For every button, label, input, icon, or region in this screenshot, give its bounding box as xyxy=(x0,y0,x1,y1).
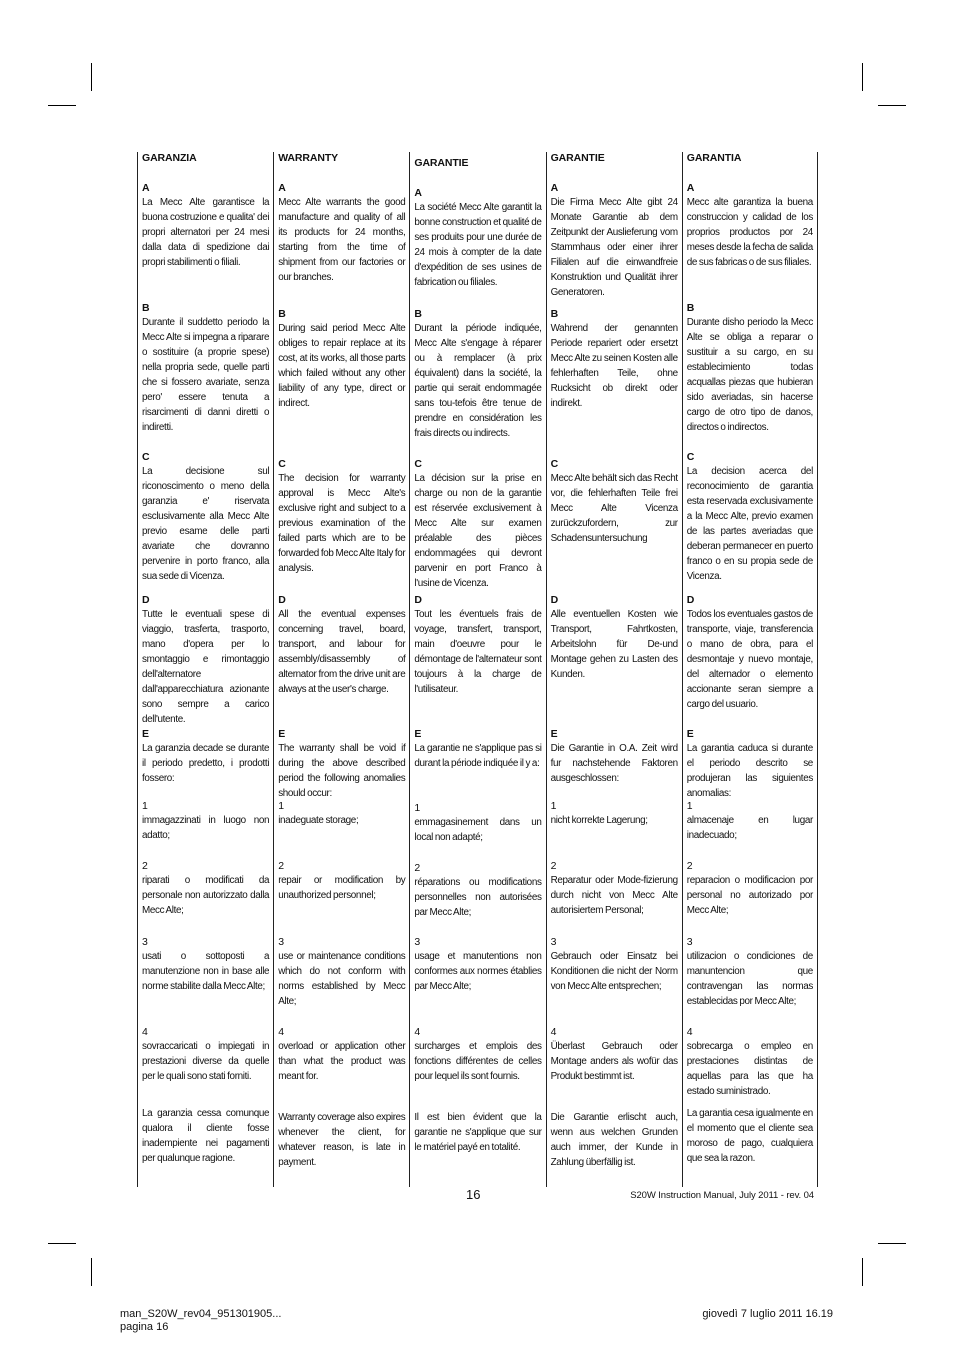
section-label: C xyxy=(142,451,150,463)
warranty-section xyxy=(414,728,541,771)
warranty-section xyxy=(414,1026,541,1084)
section-label: A xyxy=(686,182,695,194)
section-label: C xyxy=(278,458,286,470)
print-file-name: man_S20W_rev04_951301905... xyxy=(120,1308,282,1320)
warranty-section xyxy=(142,1106,269,1166)
section-label: 1 xyxy=(686,800,693,812)
warranty-section xyxy=(278,594,405,697)
warranty-section xyxy=(687,936,813,1009)
crop-mark xyxy=(91,63,92,91)
section-text: Die Garantie in O.A. Zeit wird fur nachstehende Faktoren ausgeschlossen: xyxy=(550,743,678,784)
section-text: La garanzia cessa comunque qualora il cliente fosse inadempiente nei pagamenti per qualunque ragione. xyxy=(142,1108,270,1164)
section-text: Wahrend der genannten Periode repariert oder ersetzt Mecc Alte zu seinen Kosten alle fehlerhaften Teile, ohne Rucksicht ob direkt oder indirekt. xyxy=(550,323,678,409)
crop-mark xyxy=(878,1243,906,1244)
section-label: A xyxy=(550,182,559,194)
column-spanish xyxy=(682,152,818,1187)
section-label: D xyxy=(278,594,286,606)
section-label: 3 xyxy=(414,936,421,948)
warranty-section xyxy=(687,800,813,843)
column-german xyxy=(546,152,682,1187)
warranty-section xyxy=(551,936,678,994)
section-text: Todos los eventuales gastos de transporte, viaje, transferencia o mano de obra, para el desmontaje y nuevo montaje, del alternador o elemento accionante seran siempre a cargo del usuario. xyxy=(686,609,813,710)
section-label: 1 xyxy=(414,802,421,814)
warranty-grid xyxy=(137,152,818,1187)
warranty-section xyxy=(551,458,678,546)
warranty-section xyxy=(414,458,541,591)
section-text: Die Firma Mecc Alte gibt 24 Monate Garantie ab dem Zeitpunkt der Auslieferung vom Stammhaus oder einer ihrer Filialen auf die einwandfreie Konstruktion und Qualität ihrer Generatoren. xyxy=(550,197,678,298)
section-text: overload or application other than what the product was meant for. xyxy=(278,1041,406,1082)
section-text: surcharges et emplois des fonctions différentes de celles pour lequel ils sont fournis. xyxy=(414,1041,542,1082)
section-text: usage et manutentions non conformes aux normes établies par Mecc Alte; xyxy=(414,951,542,992)
warranty-section xyxy=(687,1026,813,1099)
warranty-section xyxy=(551,800,678,828)
section-label: 2 xyxy=(414,862,421,874)
section-label: D xyxy=(686,594,695,606)
section-text: La garanzia decade se durante il periodo predetto, i prodotti fossero: xyxy=(142,743,270,784)
warranty-section xyxy=(414,308,541,441)
section-text: The warranty shall be void if during the above described period the following anomalies should occur: xyxy=(278,743,406,799)
section-text: réparations ou modifications personnelles non autorisées par Mecc Alte; xyxy=(414,877,542,918)
section-label: B xyxy=(414,308,422,320)
section-label: D xyxy=(550,594,559,606)
warranty-section xyxy=(142,451,269,584)
column-heading: GARANTIE xyxy=(550,152,605,164)
section-label: 4 xyxy=(550,1026,557,1038)
section-label: C xyxy=(550,458,559,470)
section-text: riparati o modificati da personale non autorizzato dalla Mecc Alte; xyxy=(142,875,270,916)
section-text: almacenaje en lugar inadecuado; xyxy=(686,815,813,841)
column-heading: GARANTIA xyxy=(686,152,742,164)
section-text: Überlast Gebrauch oder Montage anders als wofür das Produkt bestimmt ist. xyxy=(550,1041,678,1082)
section-text: utilizacion o condiciones de manuntencion que contravengan las normas establecidas por Mecc Alte; xyxy=(686,951,813,1007)
section-label: D xyxy=(414,594,422,606)
section-label: E xyxy=(278,728,286,740)
print-page-label: pagina 16 xyxy=(120,1321,169,1333)
section-label: A xyxy=(414,187,422,199)
section-text: repair or modification by unauthorized personnel; xyxy=(278,875,406,901)
section-text: Il est bien évident que la garantie ne s'applique que sur le matériel payé en totalité. xyxy=(414,1112,542,1153)
warranty-section xyxy=(687,860,813,918)
section-text: emmagasinement dans un local non adapté; xyxy=(414,817,542,843)
section-label: E xyxy=(550,728,558,740)
warranty-section xyxy=(551,594,678,682)
warranty-section xyxy=(414,802,541,845)
section-text: La garantia caduca si durante el periodo descrito se produjeran las siguientes anomalias: xyxy=(686,743,813,799)
warranty-section xyxy=(551,308,678,411)
warranty-section xyxy=(551,1110,678,1170)
warranty-section xyxy=(278,728,405,801)
warranty-section xyxy=(278,182,405,285)
crop-mark xyxy=(48,105,76,106)
column-heading: WARRANTY xyxy=(278,152,339,164)
warranty-section xyxy=(142,594,269,727)
section-label: 2 xyxy=(142,860,148,872)
warranty-section xyxy=(687,1106,813,1166)
warranty-section xyxy=(142,1026,269,1084)
warranty-section xyxy=(551,860,678,918)
section-text: The decision for warranty approval is Mecc Alte's exclusive right and subject to a previous examination of the failed parts which are to be forwarded fob Mecc Alte Italy for analysis. xyxy=(278,473,406,574)
section-text: During said period Mecc Alte obliges to repair replace at its cost, at its works, all those parts which failed without any other liability of any type, direct or indirect. xyxy=(278,323,406,409)
column-french xyxy=(409,152,545,1187)
warranty-section xyxy=(142,936,269,994)
section-text: La décision sur la prise en charge ou non de la garantie est réservée exclusivement à Mecc Alte sur examen préalable des pièces endommagées qui devront parvenir en port Franco à l'usine de Vicenza. xyxy=(414,473,542,589)
section-label: 1 xyxy=(550,800,557,812)
section-text: immagazzinati in luogo non adatto; xyxy=(142,815,270,841)
section-text: Alle eventuellen Kosten wie Transport, Fahrtkosten, Arbeitslohn für De-und Montage gehen zu Lasten des Kunden. xyxy=(550,609,678,680)
section-label: B xyxy=(550,308,559,320)
section-label: 4 xyxy=(142,1026,148,1038)
section-text: Mecc alte garantiza la buena construccion y calidad de los proprios productos por 24 meses desde la fecha de salida de sus fabricas o de sus filiales. xyxy=(686,197,813,268)
warranty-section xyxy=(687,182,813,270)
section-label: C xyxy=(686,451,695,463)
column-italian xyxy=(137,152,273,1187)
warranty-section xyxy=(278,1026,405,1084)
warranty-section xyxy=(142,182,269,270)
section-label: A xyxy=(278,182,286,194)
warranty-section xyxy=(142,860,269,918)
warranty-section xyxy=(414,187,541,290)
section-label: E xyxy=(414,728,422,740)
section-text: reparacion o modificacion por personal no autorizado por Mecc Alte; xyxy=(686,875,813,916)
warranty-section xyxy=(414,862,541,920)
section-text: Durante il suddetto periodo la Mecc Alte si impegna a riparare o sostituire (a proprie spese) nella propria sede, quelle parti che si fossero avariate, senza pero' essere tenuta a risarcimenti di danni diretti o indiretti. xyxy=(142,317,270,433)
section-text: La Mecc Alte garantisce la buona costruzione e qualita' dei propri alternatori per 24 mesi dalla data di spedizione dai propri stabilimenti o filiali. xyxy=(142,197,270,268)
warranty-section xyxy=(414,936,541,994)
section-text: Warranty coverage also expires whenever the client, for whatever reason, is late in payment. xyxy=(278,1112,406,1168)
warranty-section xyxy=(278,936,405,1009)
section-text: sovraccaricati o impiegati in prestazioni diverse da quelle per le quali sono stati forniti. xyxy=(142,1041,270,1082)
crop-mark xyxy=(862,63,863,91)
warranty-section xyxy=(687,302,813,435)
section-text: Durant la période indiquée, Mecc Alte s'engage à réparer ou à remplacer (à prix équivalent) dans la société, la partie qui serait endommagée sans tou-tefois être tenue de prendre en considération les frais directs ou indirects. xyxy=(414,323,542,439)
section-label: 3 xyxy=(550,936,557,948)
section-text: inadeguate storage; xyxy=(278,815,359,826)
warranty-section xyxy=(142,302,269,435)
crop-mark xyxy=(91,1258,92,1286)
section-label: 2 xyxy=(686,860,693,872)
warranty-section xyxy=(142,800,269,843)
section-text: La garantie ne s'applique pas si durant la période indiquée il y a: xyxy=(414,743,542,769)
section-text: All the eventual expenses concerning travel, board, transport, and labour for assembly/disassembly of alternator from the drive unit are always at the user's charge. xyxy=(278,609,406,695)
section-text: Reparatur oder Mode-fizierung durch nicht von Mecc Alte autorisiertem Personal; xyxy=(550,875,678,916)
section-label: D xyxy=(142,594,150,606)
section-label: E xyxy=(686,728,694,740)
section-text: Mecc Alte behält sich das Recht vor, die fehlerhaften Teile frei Mecc Alte Vicenza zurückzufordern, zur Schadensuntersuchung xyxy=(550,473,678,544)
warranty-section xyxy=(278,458,405,576)
section-text: Die Garantie erlischt auch, wenn aus welchen Grunden auch immer, der Kunde in Zahlung überfällig ist. xyxy=(550,1112,678,1168)
section-label: 4 xyxy=(686,1026,693,1038)
section-label: A xyxy=(142,182,150,194)
section-label: B xyxy=(142,302,150,314)
section-label: B xyxy=(278,308,286,320)
section-label: 2 xyxy=(550,860,557,872)
warranty-section xyxy=(142,728,269,786)
section-text: Mecc Alte warrants the good manufacture and quality of all its products for 24 months, starting from the time of shipment from our factories or our branches. xyxy=(278,197,406,283)
warranty-section xyxy=(278,308,405,411)
warranty-section xyxy=(414,594,541,697)
section-label: 4 xyxy=(414,1026,421,1038)
section-label: 3 xyxy=(686,936,693,948)
warranty-section xyxy=(687,451,813,584)
section-text: Tutte le eventuali spese di viaggio, trasferta, trasporto, mano d'opera per lo smontaggio e rimontaggio dell'alternatore dall'apparecchiatura azionante sono sempre a carico dell'utente. xyxy=(142,609,270,725)
warranty-section xyxy=(551,728,678,786)
section-text: Tout les éventuels frais de voyage, transfert, transport, main d'oeuvre pour le démontage de l'alternateur sont toujours à la charge de l'utilisateur. xyxy=(414,609,542,695)
section-text: nicht korrekte Lagerung; xyxy=(550,815,648,826)
section-text: sobrecarga o empleo en prestaciones distintas de aquellas para las que ha estado suministrado. xyxy=(686,1041,813,1097)
column-heading: GARANZIA xyxy=(142,152,197,164)
warranty-section xyxy=(551,1026,678,1084)
section-label: 1 xyxy=(142,800,148,812)
warranty-section xyxy=(687,594,813,712)
section-text: La société Mecc Alte garantit la bonne construction et qualité de ses produits pour une durée de 24 mois à compter de la date d'expédition de ses usines de fabrication ou filiales. xyxy=(414,202,542,288)
section-text: Durante disho periodo la Mecc Alte se obliga a reparar o sustituir a su cargo, en su establecimiento todas acquallas piezas que hubieran sido averiadas, sin hacerse cargo de otro tipo de danos, directos o indirectos. xyxy=(686,317,813,433)
section-text: usati o sottoposti a manutenzione non in base alle norme stabilite dalla Mecc Alte; xyxy=(142,951,270,992)
section-text: La decisione sul riconoscimento o meno della garanzia e' riservata esclusivamente alla Mecc Alte previo esame delle parti avariate che dovranno pervenire in porto franco, alla sua sede di Vicenza. xyxy=(142,466,270,582)
section-text: La decision acerca del reconocimiento de garantia esta reservada exclusivamente a la Mecc Alte, previo examen de las partes averiadas que deberan permanecer en puerto franco o en su propia sede de Vicenza. xyxy=(686,466,813,582)
print-date: giovedì 7 luglio 2011 16.19 xyxy=(702,1308,833,1320)
section-text: La garantia cesa igualmente en el momento que el cliente sea moroso de pago, cualquiera que sea la razon. xyxy=(686,1108,813,1164)
section-text: Gebrauch oder Einsatz bei Konditionen die nicht der Norm von Mecc Alte entsprechen; xyxy=(550,951,678,992)
column-english xyxy=(273,152,409,1187)
section-label: C xyxy=(414,458,422,470)
section-text: use or maintenance conditions which do not conform with norms established by Mecc Alte; xyxy=(278,951,406,1007)
section-label: 2 xyxy=(278,860,285,872)
section-label: 3 xyxy=(278,936,285,948)
section-label: 1 xyxy=(278,800,285,812)
section-label: 3 xyxy=(142,936,148,948)
warranty-section xyxy=(278,860,405,903)
warranty-section xyxy=(278,800,405,828)
warranty-section xyxy=(687,728,813,801)
page-number: 16 xyxy=(466,1187,481,1202)
section-label: E xyxy=(142,728,150,740)
warranty-section xyxy=(278,1110,405,1170)
crop-mark xyxy=(48,1243,76,1244)
section-label: 4 xyxy=(278,1026,285,1038)
manual-reference: S20W Instruction Manual, July 2011 - rev. 04 xyxy=(630,1190,814,1201)
column-heading: GARANTIE xyxy=(414,157,469,169)
section-label: B xyxy=(686,302,695,314)
crop-mark xyxy=(878,105,906,106)
warranty-section xyxy=(551,182,678,300)
warranty-section xyxy=(414,1110,541,1155)
crop-mark xyxy=(862,1258,863,1286)
